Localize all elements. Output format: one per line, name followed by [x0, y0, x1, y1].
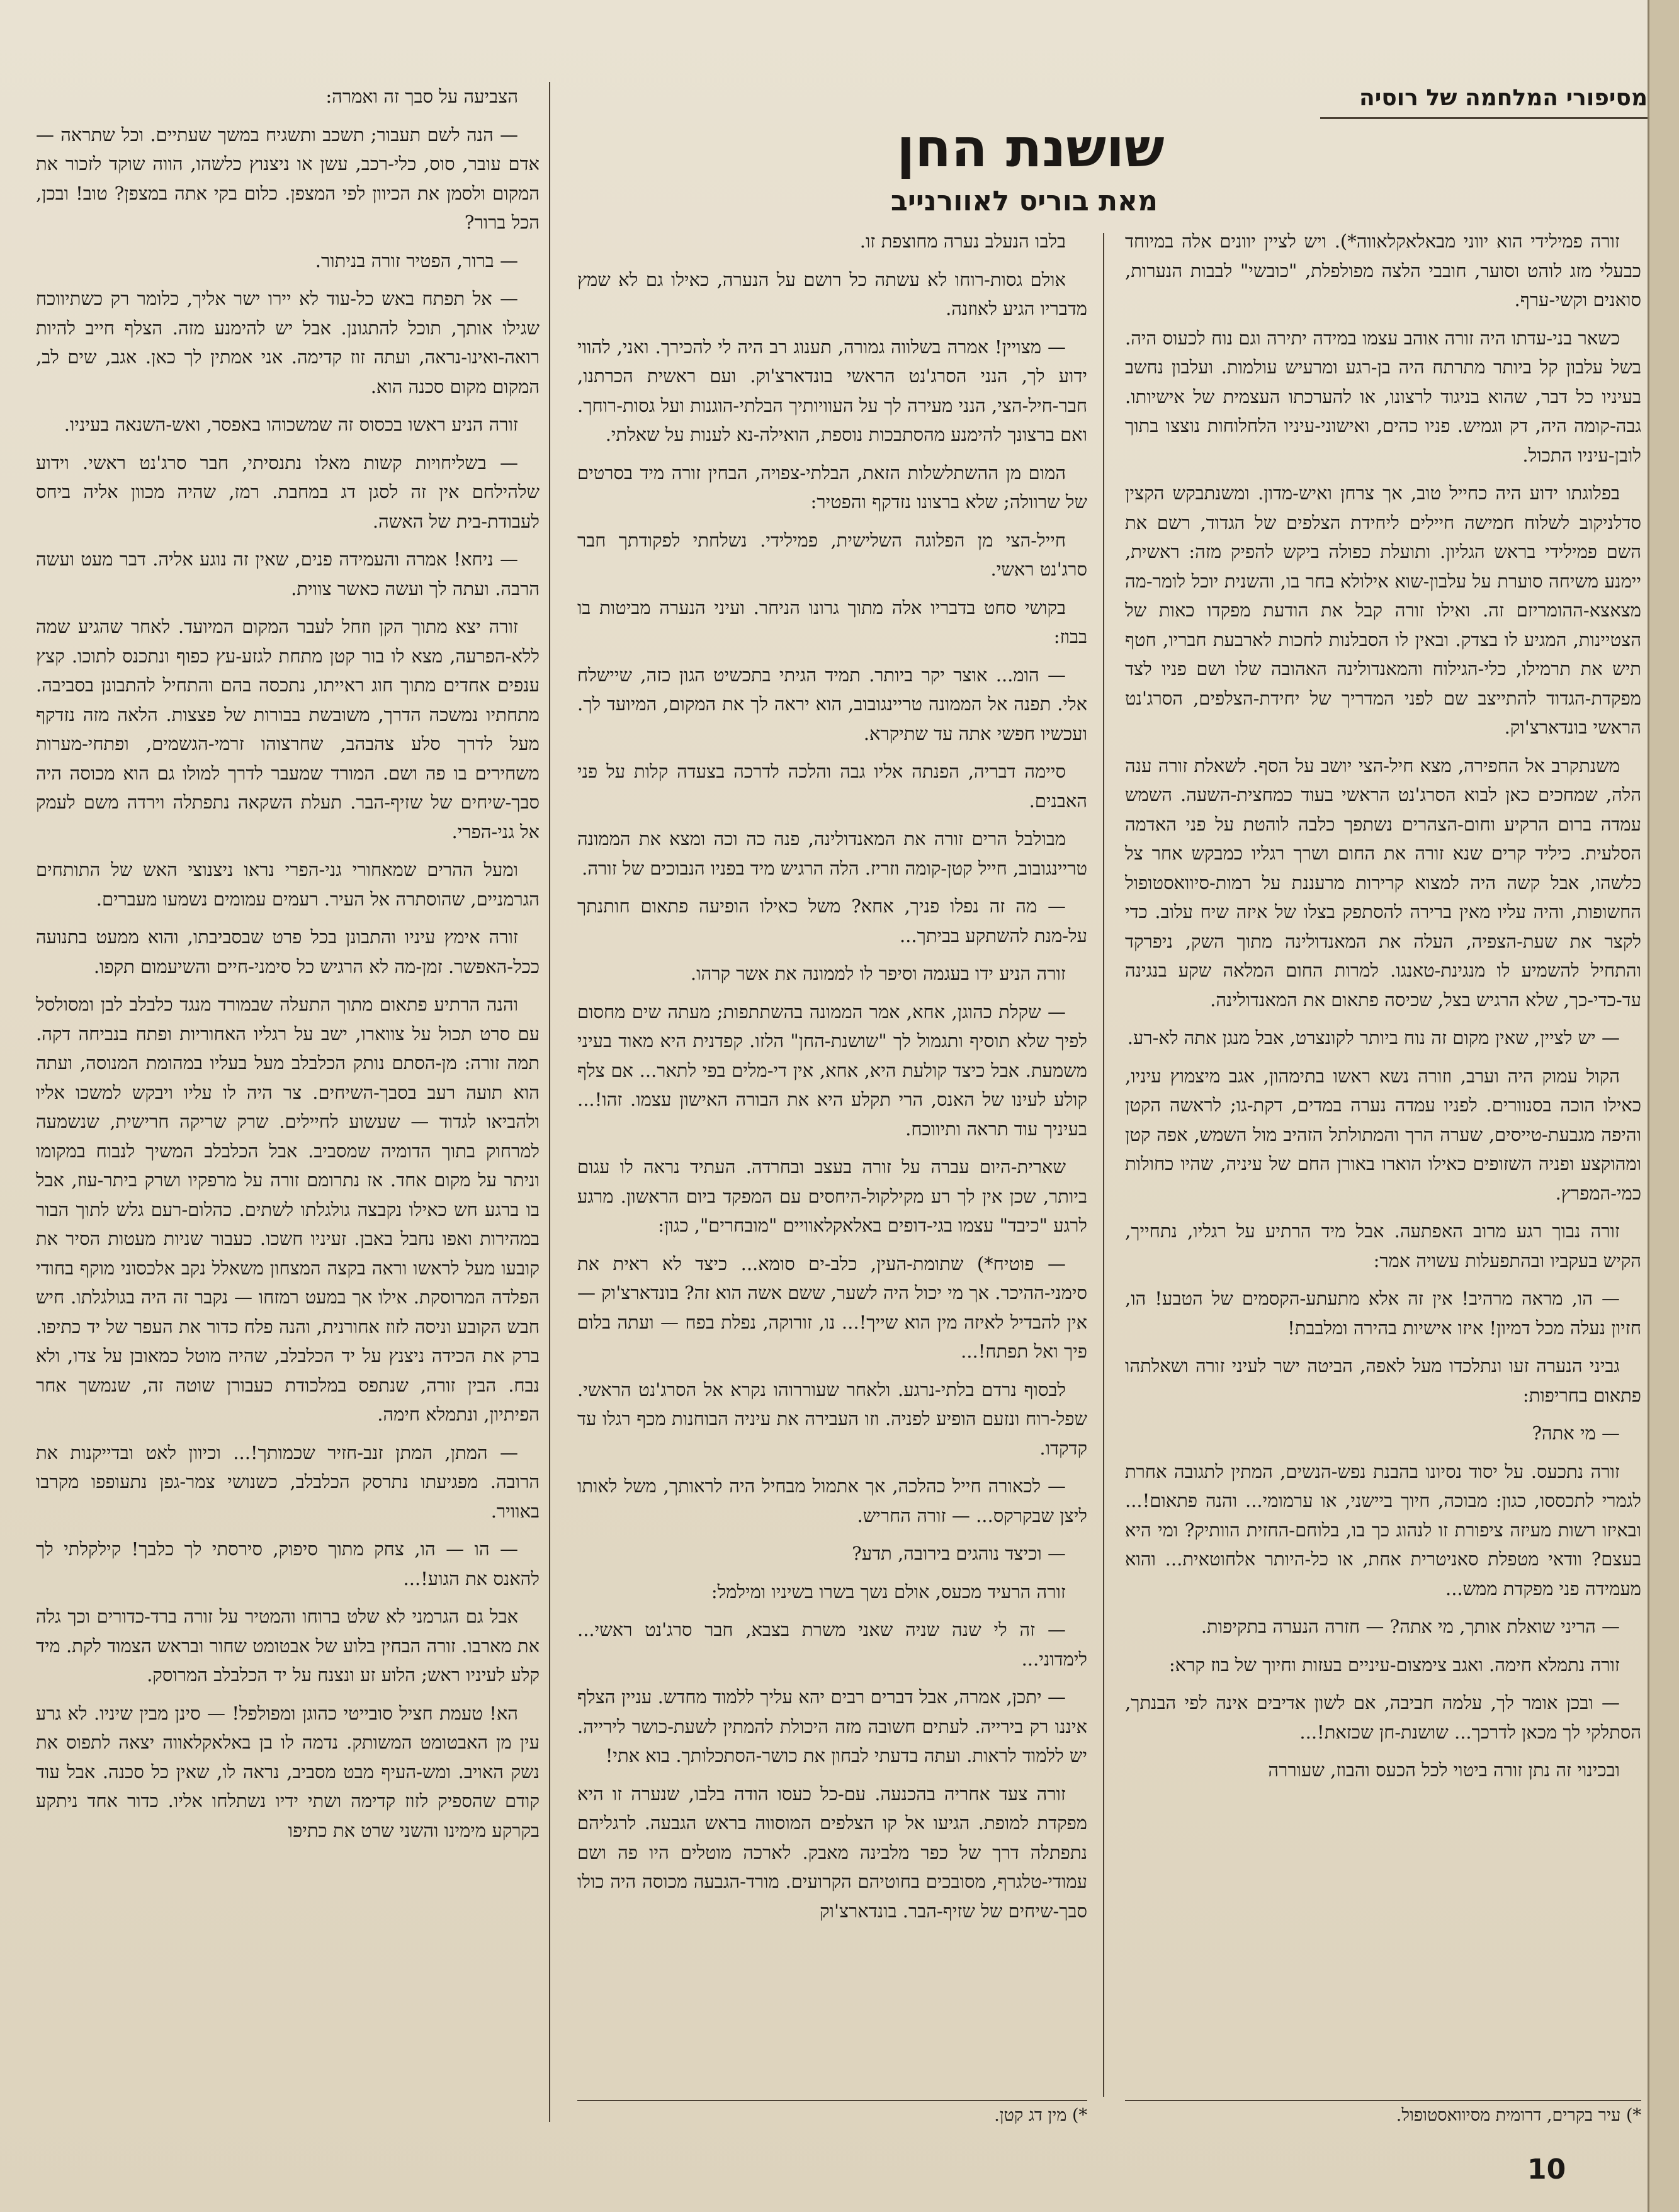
paragraph: — זה לי שנה שניה שאני משרת בצבא, חבר סרג'נט ראשי... לימדוני... [577, 1619, 1087, 1670]
paragraph: זורה נתמלא חימה. ואגב צימצום-עיניים בעזות וחיוך של בוז קרא: [1168, 1653, 1620, 1676]
paragraph: — פוטיח*) שתומת-העין, כלב-ים סומא... כיצד לא ראית את סימני-ההיכר. אך מי יכול היה לשער, ששם אשה הוא זה? בונדארצ'וק — אין להבדיל לאיזה מין הוא שייך!... נו, זורוקה, נפלת בפח — ועתה בלום פיך ואל תפתח!... [577, 1252, 1087, 1362]
paragraph: זורה פמילידי הוא יווני מבאלאקלאווה*). ויש לציין יוונים אלה במיוחד כבעלי מזג לוהט וסוער, חובבי הלצה מפולפלת, "כובשי" לבבות הנערות, סואנים וקשי-ערף. [1125, 230, 1641, 310]
paragraph: זורה נתכעס. על יסוד נסיונו בהבנת נפש-הנשים, המתין לתגובה אחרת לגמרי לתכססו, כגון: מבוכה, חיוך ביישני, או ערמומי... והנה פתאום!... ובאיזו רשות מעיזה ציפורת זו לנהוג כך בו, בלוחם-החזית הוותיק? ומי היא בעצם? וודאי מטפלת סאניטרית אחת, או כל-היותר אלחוטאית... והוא מעמידה פני מפקדת ממש... [1125, 1460, 1641, 1599]
paragraph: אבל גם הגרמני לא שלט ברוחו והמטיר על זורה ברד-כדורים וכך גלה את מארבו. זורה הבחין בלוע של אבטומט שחור ובראש הצמוד לקת. מיד קלע לעיניו ראש; הלוע זע ונצנח על יד הכלבלב המרוסק. [36, 1606, 540, 1686]
paragraph: מבולבל הרים זורה את המאנדולינה, פנה כה וכה ומצא את הממונה טריינגובוב, חייל קטן-קומה וזריז. הלה הרגיש מיד בפניו הנבוכים של זורה. [577, 828, 1087, 879]
footnote-rule-right [1125, 2100, 1641, 2101]
paragraph: — המתן, המתן זנב-חזיר שכמותך!... וכיוון לאט ובדייקנות את הרובה. מפגיעתו נתרסק הכלבלב, כשנושי צמר-גפן נתעופפו מקרבו באוויר. [36, 1441, 540, 1522]
paragraph: — הו — הו, צחק מתוך סיפוק, סירסתי לך כלבך! קילקלתי לך להאנס את הגוע!... [36, 1538, 540, 1589]
paragraph: זורה יצא מתוך הקן וזחל לעבר המקום המיועד. לאחר שהגיע שמה ללא-הפרעה, מצא לו בור קטן מתחת לגזע-עץ כפוף ונתכנס לתוכו. קצץ ענפים אחדים מתוך חוג ראייתו, נתכסה בהם והתחיל להתבונן בסביבה. מתחתיו נמשכה הדרך, משובשת בבורות של פצצות. הלאה מזה נזדקף מעל לדרך סלע צהבהב, שחרצוהו זרמי-הגשמים, ופתחי-מערות משחירים בו פה ושם. המורד שמעבר לדרך למולו גם הוא מכוסה היה סבך-שיחים של שזיף-הבר. תעלת השקאה נתפתלה וירדה משם לעמק אל גני-הפרי. [36, 616, 540, 842]
paragraph: — אל תפתח באש כל-עוד לא יירו ישר אליך, כלומר רק כשתיווכח שגילו אותך, תוכל להתגונן. אבל יש להימנע מזה. הצלף חייב להיות רואה-ואינו-נראה, ועתה זוז קדימה. אני אמתין לך כאן. אגב, שים לב, המקום מקום סכנה הוא. [36, 288, 540, 397]
series-underline [1320, 117, 1648, 119]
paragraph: זורה הניע ראשו בכסוס זה שמשכוהו באפסר, ואש-השנאה בעיניו. [64, 414, 518, 435]
series-heading: מסיפורי המלחמה של רוסיה [1359, 85, 1648, 111]
paragraph: — הומ... אוצר יקר ביותר. תמיד הגיתי בתכשיט הגון כזה, שיישלח אלי. תפנה אל הממונה טריינגובוב, הוא יראה לך את המקום, המיועד לך. ועכשיו חפשי אתה עד שתיקרא. [577, 664, 1087, 744]
column-divider-right [1103, 233, 1104, 2097]
footnote-fish: *) מין דג קטן. [994, 2106, 1087, 2125]
paragraph: והנה הרתיע פתאום מתוך התעלה שבמורד מנגד כלבלב לבן ומסולסל עם סרט תכול על צווארו, ישב על רגליו האחוריות ופתח בנביחה דקה. תמה זורה: מן-הסתם נותק הכלבלב מעל בעליו במהומת המנוסה, ועתה הוא תועה רעב בסבך-השיחים. צר היה לו עליו ויבקש למשכו אליו ולהביאו לגדוד — שעשוע לחיילים. שרק שריקה חרישית, שנשמעה למרחוק בתוך הדומיה שמסביב. אבל הכלבלב המשיך לנבוח במקומו וניתר על מקום אחד. אז נתרומם זורה על מרפקיו ושרק ביתר-עוז, אבל בו ברגע חש כאילו נקבצה גולגלתו לשתים. כהלום-רעם גלש לתוך הבור במהירות ואפו נחבל באבן. זעיניו חשכו. כעבור שניות מעטות הסיר את קובעו מעל לראשו וראה בקצה המצחון משאלל נקב אלכסוני מוקף בחודי הפלדה המרוסקת. אילו אך במעט רמזחו — נקבר זה היה בגולגלתו. חיש חבש הקובע וניסה לזוז אחורנית, והנה פלח כדור את העפר של יד כתיפו. ברק את הכידה ניצנץ על יד הכלבלב, שהיה מוטל כמאובן על צדו, ולא נבח. הבין זורה, שנתפס במלכודת כעבורן שוטה זה, שנמשך אחר הפיתיון, ונתמלא חימה. [36, 994, 540, 1425]
paragraph: ובכינוי זה נתן זורה ביטוי לכל הכעס והבוז, שעוררה [1268, 1759, 1620, 1781]
paragraph: חייל-הצי מן הפלוגה השלישית, פמילידי. נשלחתי לפקודתך חבר סרג'נט ראשי. [577, 529, 1087, 580]
paragraph: — בשליחויות קשות מאלו נתנסיתי, חבר סרג'נט ראשי. וידוע שלהילחם אין זה לסגן דג במחבת. רמז, שהיה מכוון אליה ביחס לעבודת-בית של האשה. [36, 451, 540, 532]
story-title: שושנת החן [896, 117, 1165, 179]
paragraph: — הנה לשם תעבור; תשכב ותשגיח במשך שעתיים. וכל שתראה — אדם עובר, סוס, כלי-רכב, עשן או ניצנוץ כלשהו, הווה שוקד לזכור את המקום ולסמן את הכיוון לפי המצפן. כלום בקי אתה במצפן? טוב! ובכן, הכל ברור? [36, 123, 540, 233]
paragraph: — ובכן אומר לך, עלמה חביבה, אם לשון אדיבים אינה לפי הבנתך, הסתלקי לך מכאן לדרכך... שושנת-חן שכזאת!... [1125, 1692, 1641, 1743]
paragraph: משנתקרב אל החפירה, מצא חיל-הצי יושב על הסף. לשאלת זורה ענה הלה, שמחכים כאן לבוא הסרג'נט הראשי בעוד כמחצית-השעה. השמש עמדה ברום הרקיע וחום-הצהרים נשתפך כלבה לוהטת על פני האדמה הסלעית. כיליד קרים שנא זורה את החום ושרך רגליו כמבקש אחר צל כלשהו, אבל קשה היה למצוא קרירות מרעננת על רמות-סיוואסטופול החשופות, והיה עליו מאין ברירה להסתפק בצלו של איזה שיח עלוב. כדי לקצר את שעת-הצפיה, העלה את המאנדולינה מתוך השק, ניפרקד והתחיל להשמיע לו מנגינת-טאנגו. למרות החום המלאה שקע בנגינה עד-כדי-כך, שלא הרגיש בצל, שכיסה פתאום את המאנדולינה. [1125, 754, 1641, 1011]
paragraph: זורה צעד אחריה בהכנעה. עם-כל כעסו הודה בלבו, שנערה זו היא מפקדת למופת. הגיעו אל קו הצלפים המוסווה בראש הגבעה. לרגליהם נתפתלה דרך של כפר מלבינה מאבק. לארכה מוטלים היו פה ושם עמודי-טלגרף, מסובכים בחוטיהם הקרועים. מורד-הגבעה מכוסה היה כולו סבך-שיחים של שזיף-הבר. בונדארצ'וק [577, 1783, 1087, 1922]
paragraph: המום מן ההשתלשלות הזאת, הבלתי-צפויה, הבחין זורה מיד בסרטים של שרוולה; שלא ברצונו נזדקף והפטיר: [577, 462, 1087, 513]
column-divider-left [549, 82, 550, 2122]
paragraph: גביני הנערה זעו ונתלכדו מעל לאפה, הביטה ישר לעיני זורה ושאלתהו פתאום בחריפות: [1125, 1355, 1641, 1406]
paragraph: אולם גסות-רוחו לא עשתה כל רושם על הנערה, כאילו גם לא שמץ מדבריו הגיע לאוזנה. [577, 268, 1087, 319]
paragraph: הקול עמוק היה וערב, וזורה נשא ראשו בתימהון, אגב מיצמוץ עיניו, כאילו הוכה בסנוורים. לפניו עמדה נערה במדים, דקת-גו; לראשה הקטן והיפה מגבעת-טייסים, שערה הרך והמתולתל הזהיב מול השמש, אפה קטן ומהוקצע ופניה השזופים כאילו הוארו באורן החם של עיניה, שהיו כחולות כמי-המפרץ. [1125, 1065, 1641, 1204]
paragraph: סיימה דבריה, הפנתה אליו גבה והלכה לדרכה בצעדה קלות על פני האבנים. [577, 761, 1087, 812]
text-column-left [36, 82, 540, 2125]
adjacent-page-edge [1648, 0, 1679, 2212]
paragraph: — שקלת כהוגן, אחא, אמר הממונה בהשתתפות; מעתה שים מחסום לפיך שלא תוסיף ותגמול לך "שושנת-החן" הלזו. קפדנית היא מאוד בעיני משמעת. אבל כיצד קולעת היא, אחא, אין די-מלים בפי לתאר... אם צלף קולע לעינו של האנס, הרי תקלע היא את הבורה האישון עצמו. זהו!... בעיניך עוד תראה ותיווכח. [577, 1001, 1087, 1140]
paragraph: זורה אימץ עיניו והתבונן בכל פרט שבסביבתו, והוא ממעט בתנועה ככל-האפשר. זמן-מה לא הרגיש כל סימני-חיים והשיעמום תקפו. [36, 926, 540, 977]
paragraph: זורה הניע ידו בעגמה וסיפר לו לממונה את אשר קרהו. [690, 963, 1066, 984]
paragraph: — מי אתה? [1532, 1422, 1620, 1444]
paragraph: כשאר בני-עדתו היה זורה אוהב עצמו במידה יתירה וגם נוח לכעוס היה. בשל עלבון קל ביותר מתרתח היה בן-רגע ומרעיש עולמות. ועלבון נחשב בעיניו כל דבר, שהוא בניגוד לרצונו, או להערכתו העצמית של אישיותו. גבה-קומה היה, דק וגמיש. פניו כהים, ואישוני-עיניו הלחלוחות נוצצו בתוך לובן-עיניו התכול. [1125, 327, 1641, 466]
paragraph: זורה הרעיד מכעס, אולם נשך בשרו בשיניו ומילמל: [711, 1580, 1066, 1602]
paragraph: — וכיצד נוהגים בירובה, תדע? [852, 1543, 1066, 1564]
paragraph: ומעל ההרים שמאחורי גני-הפרי נראו ניצנוצי האש של התותחים הגרמניים, שהוסתרה אל העיר. רעמים עמומים נשמעו מעברים. [36, 859, 540, 910]
story-byline: מאת בוריס לאוורנייב [891, 185, 1158, 217]
paragraph: — הו, מראה מרהיב! אין זה אלא מתעתע-הקסמים של הטבע! הו, חזיון נעלה מכל דמיון! איזו אישיות בהירה ומלבבת! [1125, 1288, 1641, 1339]
paragraph: — ניחא! אמרה והעמידה פנים, שאין זה נוגע אליה. דבר מעט ועשה הרבה. ועתה לך ועשה כאשר צווית. [36, 548, 540, 599]
footnote-rule-middle [577, 2100, 1087, 2101]
paragraph: הצביעה על סבך זה ואמרה: [325, 86, 518, 107]
page-number: 10 [1527, 2153, 1566, 2186]
footnote-balaklava: *) עיר בקרים, דרומית מסיוואסטופול. [1396, 2106, 1641, 2125]
paragraph: בלבו הנעלב נערה מחוצפת זו. [859, 230, 1066, 252]
paragraph: בקושי סחט בדבריו אלה מתוך גרונו הניחר. ועיני הנערה מביטות בו בבוז: [577, 596, 1087, 647]
paragraph: בפלוגתו ידוע היה כחייל טוב, אך צרחן ואיש-מדון. ומשנתבקש הקצין סדלניקוב לשלוח חמישה חיילים ליחידת הצלפים של הגדוד, רשם את השם פמילידי בראש הגליון. ותועלת כפולה ביקש להפיק מזה: ראשית, יימנע משיחה סוערת על עלבון-שוא אילולא בחר בו, והשנית יוכל לומר-מה מצאצא-ההומריזם זה. ואילו זורה קבל את הודעת מפקדו כאות של הצטיינות, המגיע לו בצדק. ובאין לו הסבלנות לחכות לארבעת חבריו, חטף תיש את תרמילו, כלי-הגילוח והמאנדולינה האהובה שלו ושם פניו לצד מפקדת-הגדוד להתייצב שם לפני המדריך של יחידת-הצלפים, הסרג'נט הראשי בונדארצ'וק. [1125, 482, 1641, 738]
paragraph: לבסוף נרדם בלתי-נרגע. ולאחר שעוררוהו נקרא אל הסרג'נט הראשי. שפל-רוח ונזעם הופיע לפניה. וזו העבירה את עיניה הבוחנות מכף רגלו עד קדקדו. [577, 1378, 1087, 1459]
paragraph: שארית-היום עברה על זורה בעצב ובחרדה. העתיד נראה לו עגום ביותר, שכן אין לך רע מקילקול-היחסים עם המפקד ביום הראשון. מרגע לרגע "כיבד" עצמו בגי-דופים באלאקלאוויים "מובחרים", כגון: [577, 1156, 1087, 1236]
paragraph: — יש לציין, שאין מקום זה נוח ביותר לקונצרט, אבל מנגן אתה לא-רע. [1127, 1027, 1620, 1048]
paragraph: — לכאורה חייל כהלכה, אך אתמול מבחיל היה לראותך, משל לאותו ליצן שבקרקס... — זורה החריש. [577, 1475, 1087, 1526]
paragraph: — מצויין! אמרה בשלווה גמורה, תענוג רב היה לי להכירך. ואני, להווי ידוע לך, הנני הסרג'נט הראשי בונדארצ'וק. ועם ראשית הכרתנו, חבר-חיל-הצי, הנני מעירה לך על העוויותיך הבלתי-הוגנות ועל גסות-רוחך. ואם ברצונך להימנע מהסתבכות נוספת, הואילה-נא לענות על שאלתי. [577, 336, 1087, 445]
paragraph: — יתכן, אמרה, אבל דברים רבים יהא עליך ללמוד מחדש. עניין הצלף איננו רק בירייה. לעתים חשובה מזה היכולת להמתין לשעת-כושר לירייה. יש ללמוד לראות. ועתה בדעתי לבחון את כושר-הסתכלותך. בוא אתי! [577, 1686, 1087, 1766]
paragraph: — הריני שואלת אותך, מי אתה? — חזרה הנערה בתקיפות. [1201, 1616, 1620, 1637]
paragraph: זורה נבוך רגע מרוב האפתעה. אבל מיד הרתיע על רגליו, נתחייך, הקיש בעקביו ובהתפעלות עשויה אמר: [1125, 1220, 1641, 1271]
text-column-middle [577, 227, 1087, 2100]
paragraph: — ברור, הפטיר זורה בניתור. [315, 249, 518, 271]
text-column-right [1125, 227, 1641, 2100]
paragraph: הא! טעמת חציל סובייטי כהוגן ומפולפל! — סינן מבין שיניו. לא גרע עין מן האבטומט המשותק. נדמה לו בן באלאקלאווה יצאה לתפוס את נשק האויב. ומש-העיף מבט מסביב, נראה לו, שאין כל סכנה. אבל עוד קודם שהספיק לזוז קדימה ושתי ידיו נשתלחו אליו. כדור אחד ניתקע בקרקע מימינו והשני שרט את כתיפו [36, 1702, 540, 1841]
paragraph: — מה זה נפלו פניך, אחא? משל כאילו הופיעה פתאום חותנתך על-מנת להשתקע בביתך... [577, 895, 1087, 946]
